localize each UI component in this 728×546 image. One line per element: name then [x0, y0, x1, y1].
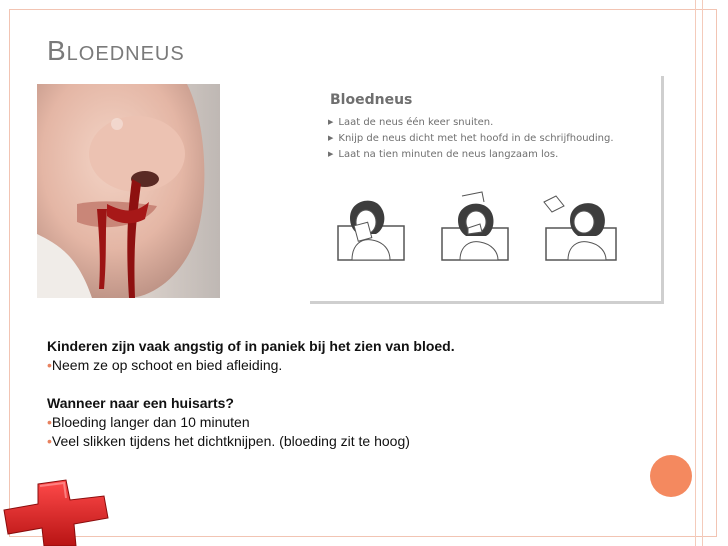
intro-text: Kinderen zijn vaak angstig of in paniek bij het zien van bloed. — [47, 338, 455, 354]
bullet-marker: • — [47, 414, 52, 430]
slide-title: Bloedneus — [47, 35, 185, 66]
panel-step: ▶ Knijp de neus dicht met het hoofd in de schrijfhouding. — [328, 130, 614, 146]
panel-title: Bloedneus — [330, 92, 413, 108]
triangle-bullet-icon: ▶ — [328, 134, 334, 142]
list-item: •Neem ze op schoot en bied afleiding. — [47, 357, 283, 373]
instruction-panel — [310, 76, 664, 304]
panel-steps — [328, 114, 614, 162]
child-blowing-nose-illustration — [332, 188, 412, 268]
list-item: •Bloeding langer dan 10 minuten — [47, 414, 250, 430]
red-cross-icon — [0, 478, 112, 546]
decorative-line — [702, 0, 703, 546]
bullet-marker: • — [47, 357, 52, 373]
child-releasing-nose-illustration — [542, 188, 622, 268]
bullet-marker: • — [47, 433, 52, 449]
list-item: •Veel slikken tijdens het dichtknijpen. (bloeding zit te hoog) — [47, 433, 410, 449]
decorative-line — [695, 0, 696, 546]
triangle-bullet-icon: ▶ — [328, 150, 334, 158]
nosebleed-photo — [37, 84, 220, 298]
slide-body — [47, 337, 607, 451]
triangle-bullet-icon: ▶ — [328, 118, 334, 126]
child-pinching-nose-illustration — [438, 188, 518, 268]
question-heading: Wanneer naar een huisarts? — [47, 395, 234, 411]
decorative-circle — [650, 455, 692, 497]
panel-step: ▶ Laat de neus één keer snuiten. — [328, 114, 614, 130]
panel-step: ▶ Laat na tien minuten de neus langzaam los. — [328, 146, 614, 162]
